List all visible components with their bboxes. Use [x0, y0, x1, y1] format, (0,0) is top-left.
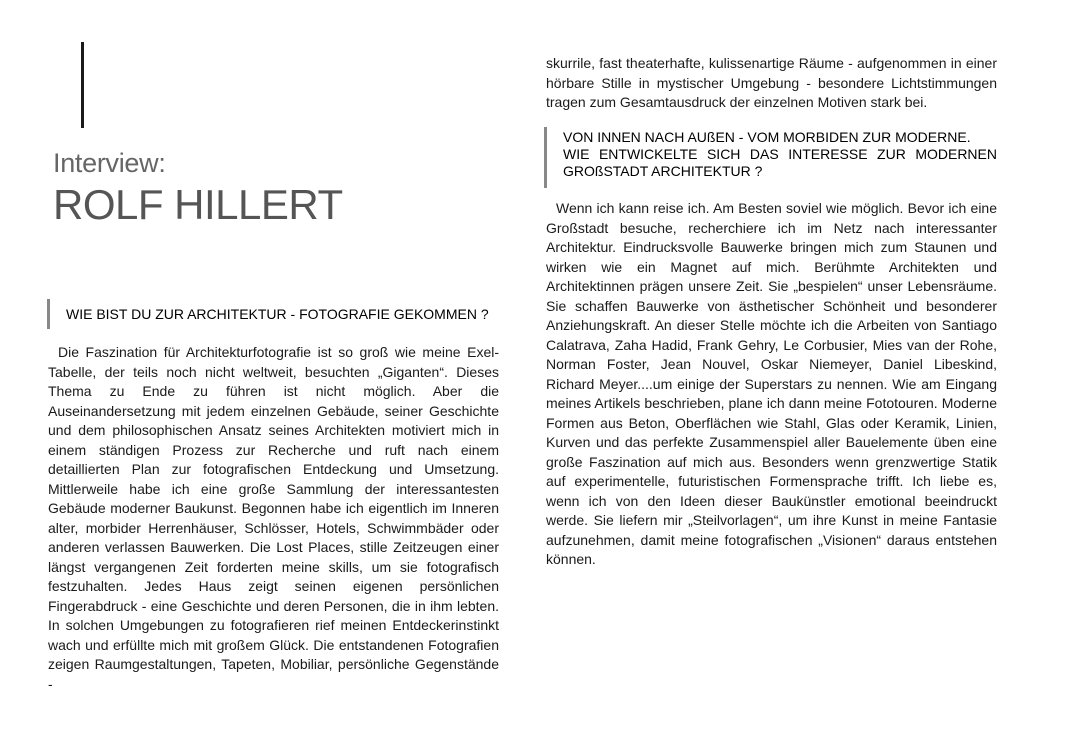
answer-2-text: Wenn ich kann reise ich. Am Besten soviel wie möglich. Bevor ich eine Großstadt besuche, recherchiere ich im Netz nach interessanter Architektur. Eindrucksvolle Bauwerke bringen mich zum Staunen und wirken wie ein Magnet auf mich. Berühmte Architekten und Architektinnen prägen unsere Zeit. Sie „bespielen“ unser Lebensräume. Sie schaffen Bauwerke von ästhetischer Schönheit und besonderer Anziehungskraft. An dieser Stelle möchte ich die Arbeiten von Santiago Calatrava, Zaha Hadid, Frank Gehry, Le Corbusier, Mies van der Rohe, Norman Foster, Jean Nouvel, Oskar Niemeyer, Daniel Libeskind, Richard Meyer....um einige der Superstars zu nennen. Wie am Eingang meines Artikels beschrieben, plane ich dann meine Fototouren. Moderne Formen aus Beton, Oberflächen wie Stahl, Glas oder Keramik, Linien, Kurven und das perfekte Zusammenspiel aller Bauelemente üben eine große Faszination auf mich aus. Besonders wenn grenzwertige Statik auf experimentelle, futuristischen Formensprache trifft. Ich liebe es, wenn ich von den Ideen dieser Baukünstler emotional beeindruckt werde. Sie liefern mir „Steilvorlagen“, um ihre Kunst in meine Fantasie aufzunehmen, damit meine fotografischen „Visionen“ daraus entstehen können.: [546, 200, 997, 567]
answer-1-text: Die Faszination für Architekturfotografie ist so groß wie meine Exel-Tabelle, der teils noch nicht weltweit, besuchten „Giganten“. Dieses Thema zu Ende zu führen ist nicht möglich. Aber die Auseinandersetzung mit jedem einzelnen Gebäude, seiner Geschichte und dem philosophischen Ansatz seines Architekten motiviert mich in einem ständigen Prozess zur Recherche und ruft nach einem detaillierten Plan zur fotografischen Entdeckung und Umsetzung. Mittlerweile habe ich eine große Sammlung der interessantesten Gebäude moderner Baukunst. Begonnen habe ich eigentlich im Inneren alter, morbider Herrenhäuser, Schlösser, Hotels, Schwimmbäder oder anderen verlassen Bauwerken. Die Lost Places, stille Zeitzeugen einer längst vergangenen Zeit forderten meine skills, um sie fotografisch festzuhalten. Jedes Haus zeigt seinen eigenen persönlichen Fingerabdruck - eine Geschichte und deren Personen, die in ihm lebten. In solchen Umgebungen zu fotografieren rief meinen Entdeckerinstinkt wach und erfüllte mich mit großem Glück. Die entstandenen Fotografien zeigen Raumgestaltungen, Tapeten, Mobiliar, persönliche Gegenstände -: [48, 344, 499, 692]
question-2: [544, 127, 997, 188]
question-1-text: WIE BIST DU ZUR ARCHITEKTUR - FOTOGRAFIE GEKOMMEN ?: [66, 305, 489, 322]
question-2-line-3: GROßSTADT ARCHITEKTUR ?: [563, 163, 763, 179]
decorative-vertical-rule: [81, 42, 84, 128]
question-1: [47, 299, 506, 329]
interviewee-name-title: ROLF HILLERT: [53, 181, 343, 228]
question-2-line-2: WIE ENTWICKELTE SICH DAS INTERESSE ZUR MODERNEN: [563, 146, 997, 162]
interview-kicker: Interview:: [53, 148, 166, 178]
question-2-line-1: VON INNEN NACH AUßEN - VOM MORBIDEN ZUR MODERNE.: [563, 129, 971, 145]
answer-1-continuation: skurrile, fast theaterhafte, kulissenartige Räume - aufgenommen in einer hörbare Stille in mystischer Umgebung - besondere Lichtstimmungen tragen zum Gesamtausdruck der einzelnen Motiven stark bei.: [546, 55, 997, 110]
